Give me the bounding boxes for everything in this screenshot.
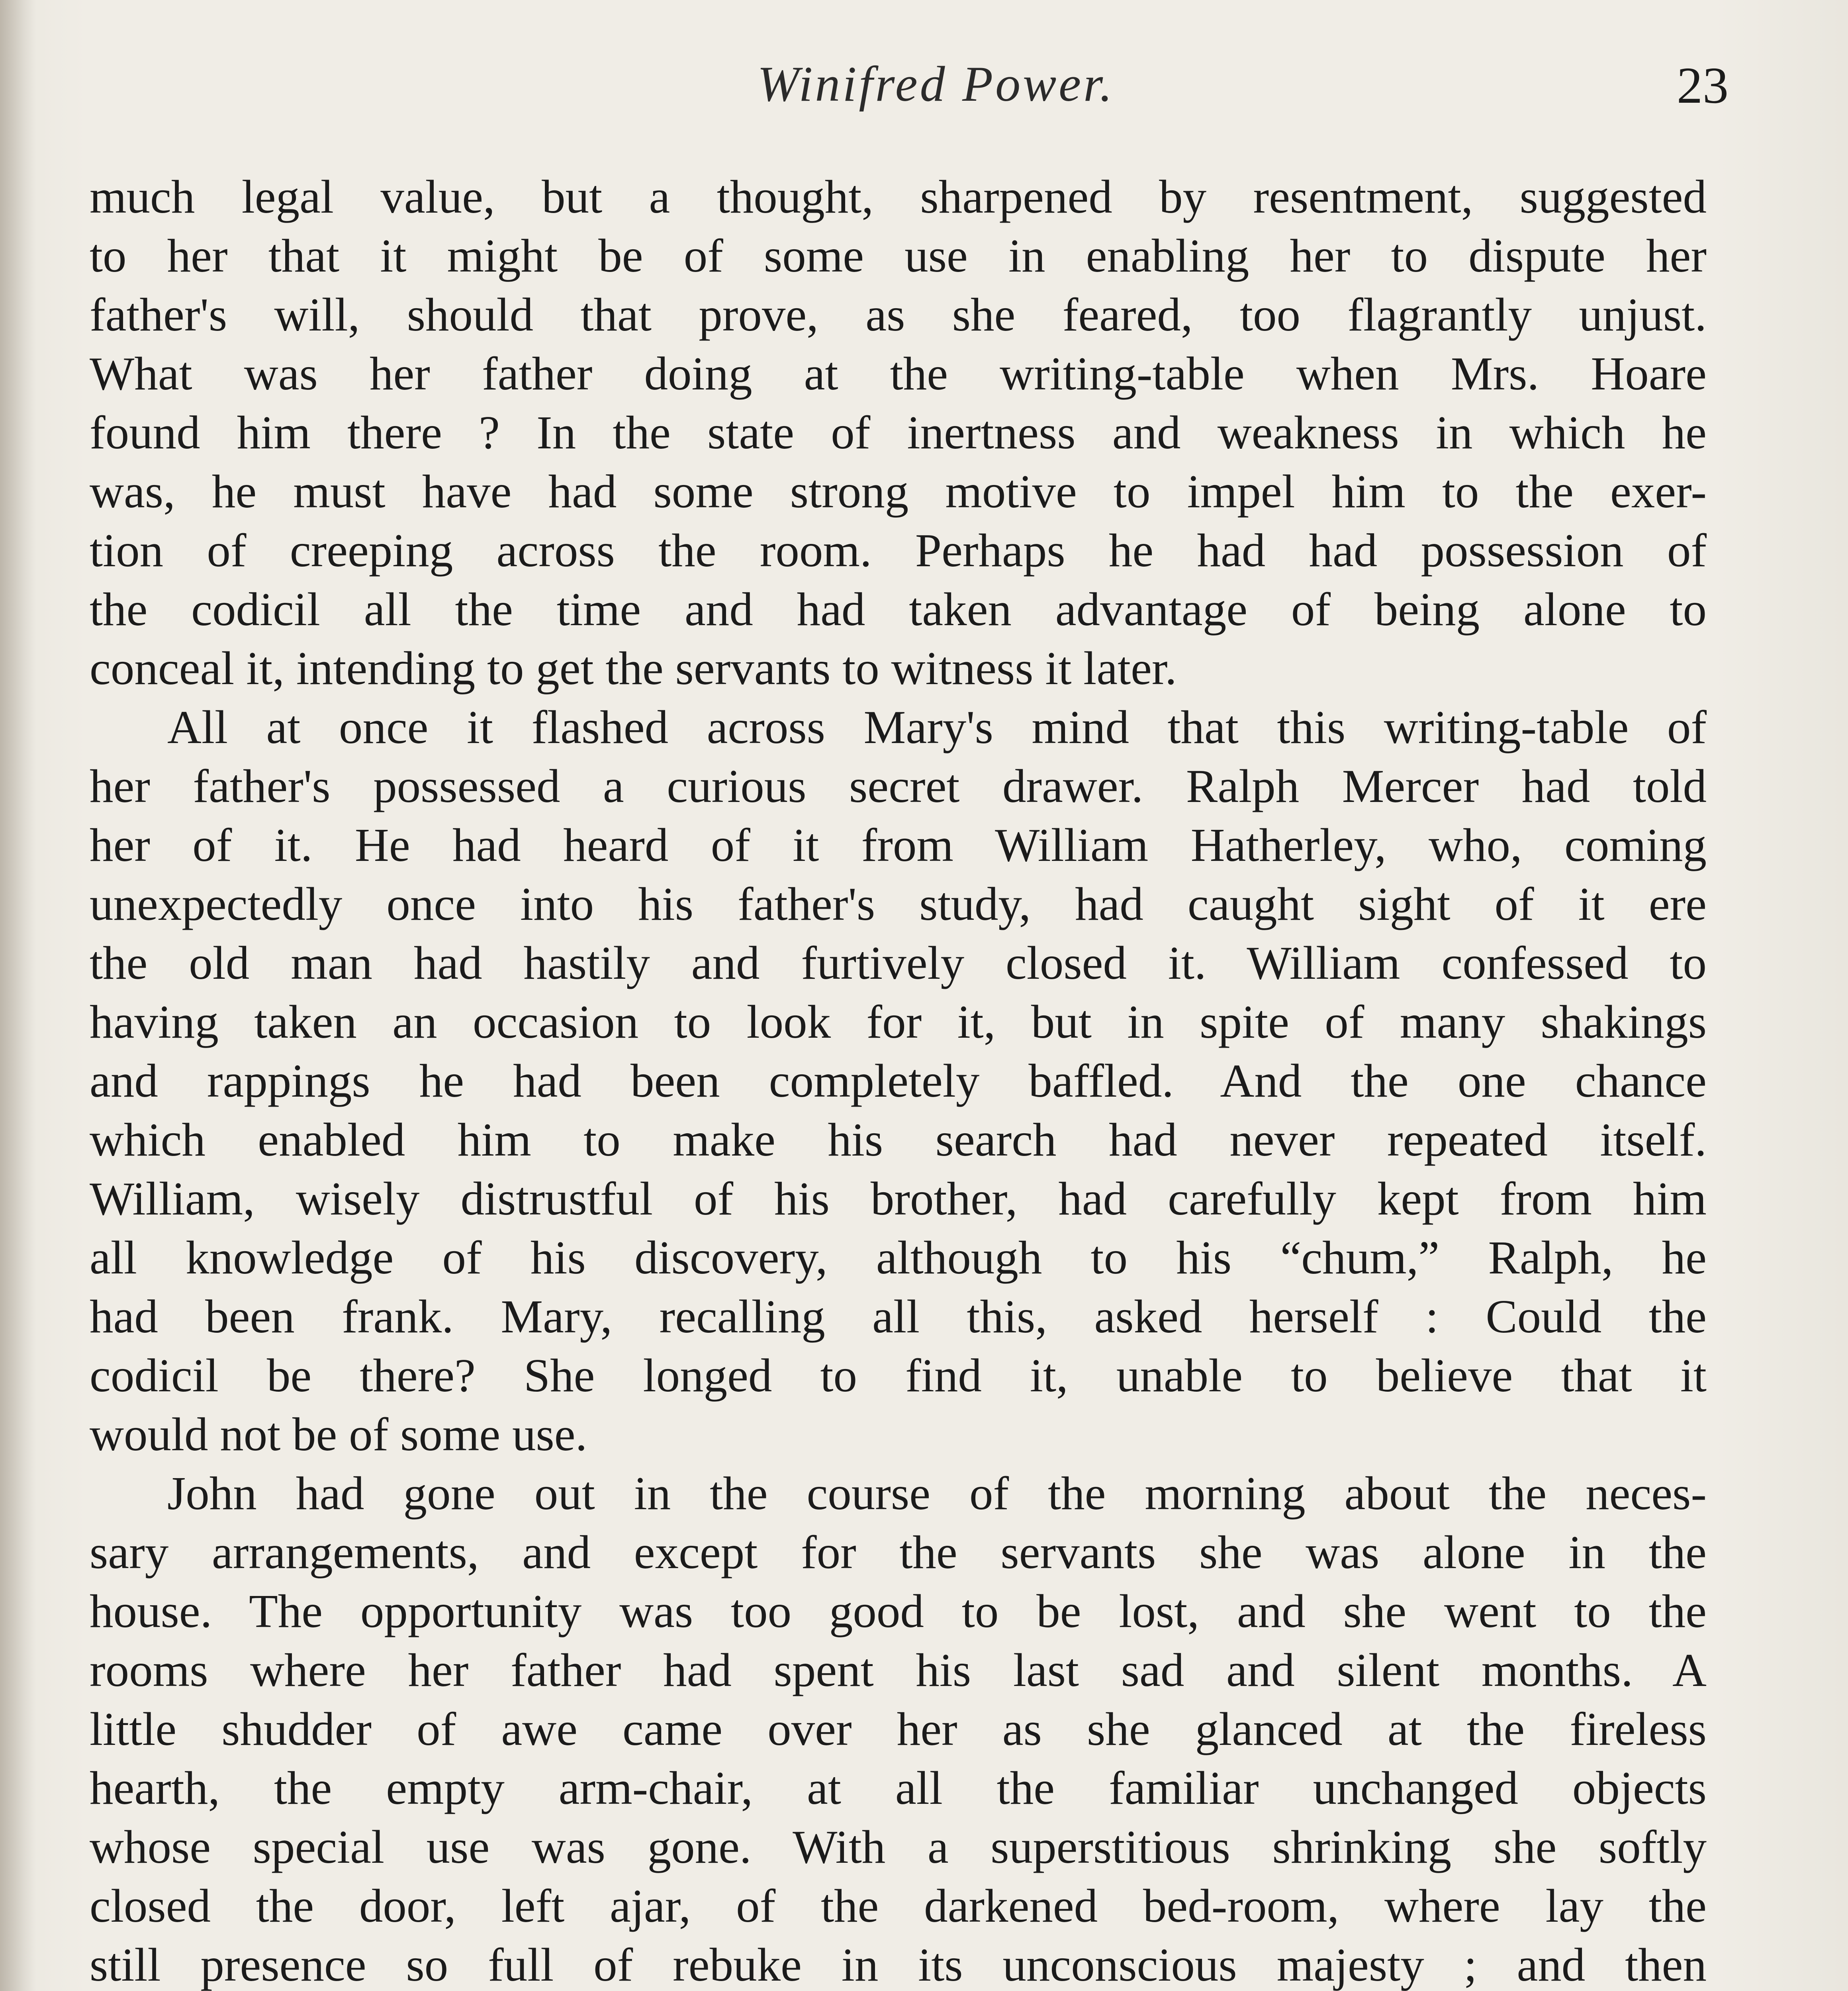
text-line: was, he must have had some strong motive to impel him to the exer- bbox=[90, 465, 1707, 518]
text-line: her of it. He had heard of it from William Hatherley, who, coming bbox=[90, 819, 1707, 871]
paragraph-first-line: All at once it flashed across Mary's mind that this writing-table of bbox=[167, 701, 1707, 753]
text-line: which enabled him to make his search had never repeated itself. bbox=[90, 1113, 1707, 1166]
text-line: having taken an occasion to look for it, but in spite of many shakings bbox=[90, 996, 1707, 1048]
text-line: had been frank. Mary, recalling all this, asked herself : Could the bbox=[90, 1290, 1707, 1343]
text-line: her father's possessed a curious secret drawer. Ralph Mercer had told bbox=[90, 760, 1707, 812]
text-line: still presence so full of rebuke in its unconscious majesty ; and then bbox=[90, 1938, 1707, 1991]
text-line: little shudder of awe came over her as she glanced at the fireless bbox=[90, 1703, 1707, 1755]
text-line: closed the door, left ajar, of the darkened bed-room, where lay the bbox=[90, 1880, 1707, 1932]
text-line: whose special use was gone. With a superstitious shrinking she softly bbox=[90, 1821, 1707, 1873]
text-line: What was her father doing at the writing-table when Mrs. Hoare bbox=[90, 347, 1707, 400]
gutter-shadow bbox=[0, 0, 36, 1991]
text-line: hearth, the empty arm-chair, at all the familiar unchanged objects bbox=[90, 1762, 1707, 1814]
text-line: would not be of some use. bbox=[90, 1408, 587, 1461]
text-line: house. The opportunity was too good to be lost, and she went to the bbox=[90, 1585, 1707, 1637]
text-line: father's will, should that prove, as she feared, too flagrantly unjust. bbox=[90, 288, 1707, 341]
text-line: the old man had hastily and furtively closed it. William confessed to bbox=[90, 937, 1707, 989]
running-title: Winifred Power. bbox=[757, 57, 1115, 112]
text-line: William, wisely distrustful of his brother, had carefully kept from him bbox=[90, 1172, 1707, 1225]
text-line: found him there ? In the state of inertness and weakness in which he bbox=[90, 406, 1707, 459]
text-line: conceal it, intending to get the servants to witness it later. bbox=[90, 642, 1177, 694]
text-line: the codicil all the time and had taken advantage of being alone to bbox=[90, 583, 1707, 636]
text-line: codicil be there? She longed to find it, unable to believe that it bbox=[90, 1349, 1707, 1402]
text-line: to her that it might be of some use in enabling her to dispute her bbox=[90, 229, 1707, 282]
text-line: sary arrangements, and except for the servants she was alone in the bbox=[90, 1526, 1707, 1578]
text-line: much legal value, but a thought, sharpened by resentment, suggested bbox=[90, 170, 1707, 223]
body-text bbox=[90, 167, 1707, 1991]
page-number: 23 bbox=[1677, 57, 1729, 114]
text-line: all knowledge of his discovery, although to his “chum,” Ralph, he bbox=[90, 1231, 1707, 1284]
text-line: unexpectedly once into his father's study, had caught sight of it ere bbox=[90, 878, 1707, 930]
text-line: tion of creeping across the room. Perhaps he had had possession of bbox=[90, 524, 1707, 577]
paragraph-first-line: John had gone out in the course of the morning about the neces- bbox=[167, 1467, 1707, 1520]
text-line: rooms where her father had spent his last sad and silent months. A bbox=[90, 1644, 1707, 1696]
text-line: and rappings he had been completely baffled. And the one chance bbox=[90, 1054, 1707, 1107]
